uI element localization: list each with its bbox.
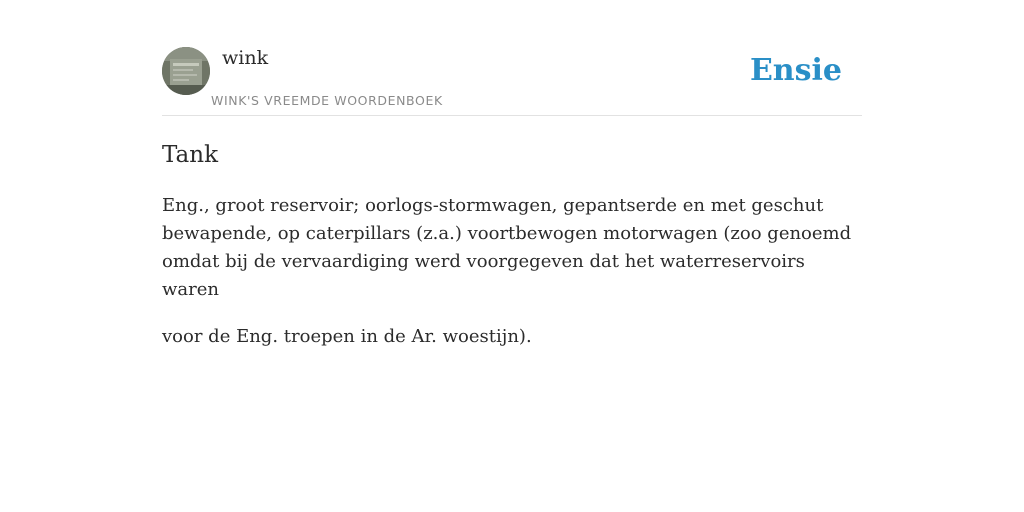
dictionary-name[interactable]: WINK'S VREEMDE WOORDENBOEK (211, 93, 443, 108)
header (162, 46, 862, 116)
avatar-image (162, 47, 210, 95)
entry-title: Tank (162, 142, 219, 168)
entry-paragraph: Eng., groot reservoir; oorlogs-stormwagen, gepantserde en met geschut bewapende, op caterpillars (z.a.) voortbewogen motorwagen (zoo genoemd omdat bij de vervaardiging werd voorgegeven dat het waterreservoirs waren (162, 195, 852, 300)
author-name[interactable]: wink (222, 47, 269, 69)
ensie-logo[interactable]: Ensie (749, 53, 842, 88)
entry-paragraph: voor de Eng. troepen in de Ar. woestijn). (162, 326, 532, 347)
avatar[interactable] (162, 47, 210, 95)
entry-body (162, 192, 852, 370)
